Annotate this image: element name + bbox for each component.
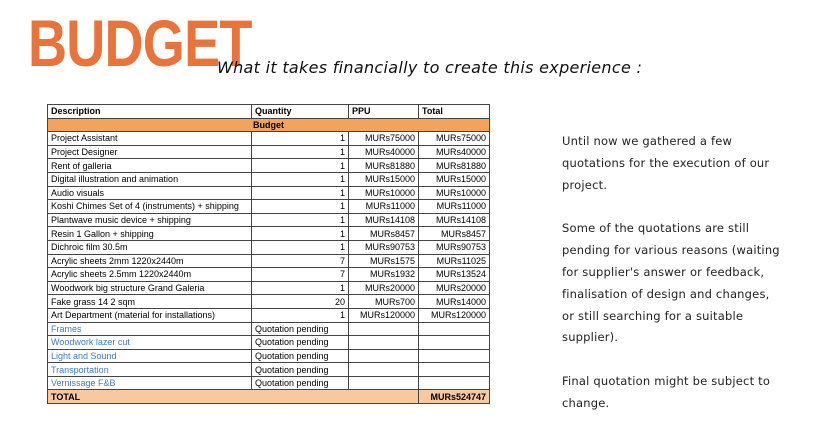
cell-empty (419, 376, 490, 390)
cell-description: Project Assistant (48, 132, 252, 146)
cell-total: MURs11000 (419, 200, 490, 214)
cell-description: Transportation (48, 363, 252, 377)
cell-ppu: MURs1575 (349, 254, 419, 268)
total-row (48, 390, 490, 404)
cell-quantity: 7 (252, 268, 349, 282)
cell-total: MURs14108 (419, 213, 490, 227)
cell-quantity: 1 (252, 308, 349, 322)
pending-row (48, 349, 490, 363)
table-row (48, 308, 490, 322)
budget-table (47, 104, 490, 404)
header-quantity: Quantity (252, 105, 349, 119)
cell-ppu: MURs8457 (349, 227, 419, 241)
table-row (48, 200, 490, 214)
cell-quantity: 20 (252, 295, 349, 309)
cell-empty (419, 363, 490, 377)
cell-description: Koshi Chimes Set of 4 (instruments) + shipping (48, 200, 252, 214)
cell-quantity: 1 (252, 132, 349, 146)
cell-description: Digital illustration and animation (48, 172, 252, 186)
cell-ppu: MURs20000 (349, 281, 419, 295)
header-total: Total (419, 105, 490, 119)
cell-total: MURs90753 (419, 240, 490, 254)
cell-empty (349, 349, 419, 363)
cell-quantity: 1 (252, 227, 349, 241)
total-value: MURs524747 (419, 390, 490, 404)
cell-total: MURs40000 (419, 145, 490, 159)
cell-total: MURs13524 (419, 268, 490, 282)
cell-description: Fake grass 14 2 sqm (48, 295, 252, 309)
cell-description: Frames (48, 322, 252, 336)
cell-total: MURs11025 (419, 254, 490, 268)
pending-row (48, 376, 490, 390)
cell-description: Art Department (material for installations) (48, 308, 252, 322)
table-header-row (48, 105, 490, 119)
cell-description: Rent of galleria (48, 159, 252, 173)
cell-ppu: MURs14108 (349, 213, 419, 227)
cell-description: Woodwork lazer cut (48, 336, 252, 350)
cell-description: Plantwave music device + shipping (48, 213, 252, 227)
header-description: Description (48, 105, 252, 119)
cell-total: MURs120000 (419, 308, 490, 322)
cell-description: Acrylic sheets 2.5mm 1220x2440m (48, 268, 252, 282)
cell-total: MURs14000 (419, 295, 490, 309)
cell-ppu: MURs700 (349, 295, 419, 309)
cell-ppu: MURs11000 (349, 200, 419, 214)
table-row (48, 295, 490, 309)
page-subtitle: What it takes financially to create this experience : (217, 58, 643, 77)
pending-row (48, 322, 490, 336)
cell-status: Quotation pending (252, 376, 349, 390)
table-row (48, 240, 490, 254)
note-paragraph: Some of the quotations are still pending for various reasons (waiting for supplier's answer or feedback, finalisation of design and changes, or still searching for a suitable supplier). (562, 221, 780, 345)
table-row (48, 159, 490, 173)
cell-quantity: 1 (252, 281, 349, 295)
cell-ppu: MURs120000 (349, 308, 419, 322)
cell-empty (349, 363, 419, 377)
cell-empty (349, 322, 419, 336)
header-ppu: PPU (349, 105, 419, 119)
cell-description: Project Designer (48, 145, 252, 159)
cell-total: MURs8457 (419, 227, 490, 241)
cell-total: MURs10000 (419, 186, 490, 200)
cell-empty (349, 376, 419, 390)
cell-empty (419, 322, 490, 336)
cell-ppu: MURs90753 (349, 240, 419, 254)
cell-quantity: 1 (252, 213, 349, 227)
cell-description: Vernissage F&B (48, 376, 252, 390)
pending-row (48, 363, 490, 377)
cell-quantity: 1 (252, 172, 349, 186)
cell-description: Acrylic sheets 2mm 1220x2440m (48, 254, 252, 268)
section-label: Budget (48, 118, 490, 132)
table-row (48, 132, 490, 146)
notes-panel (562, 131, 782, 437)
cell-ppu: MURs10000 (349, 186, 419, 200)
table-row (48, 186, 490, 200)
note-paragraph: Final quotation might be subject to change. (562, 374, 771, 410)
cell-empty (419, 336, 490, 350)
page-title: BUDGET (28, 6, 252, 80)
cell-quantity: 1 (252, 240, 349, 254)
total-label: TOTAL (48, 390, 419, 404)
cell-empty (349, 336, 419, 350)
section-row (48, 118, 490, 132)
cell-description: Dichroic film 30.5m (48, 240, 252, 254)
cell-quantity: 1 (252, 186, 349, 200)
cell-empty (419, 349, 490, 363)
table-row (48, 227, 490, 241)
table-row (48, 281, 490, 295)
table-row (48, 268, 490, 282)
cell-ppu: MURs75000 (349, 132, 419, 146)
cell-description: Light and Sound (48, 349, 252, 363)
cell-status: Quotation pending (252, 349, 349, 363)
cell-total: MURs20000 (419, 281, 490, 295)
cell-ppu: MURs15000 (349, 172, 419, 186)
cell-status: Quotation pending (252, 336, 349, 350)
cell-description: Resin 1 Gallon + shipping (48, 227, 252, 241)
table-row (48, 213, 490, 227)
cell-description: Audio visuals (48, 186, 252, 200)
cell-total: MURs75000 (419, 132, 490, 146)
cell-ppu: MURs40000 (349, 145, 419, 159)
table-row (48, 172, 490, 186)
cell-quantity: 1 (252, 145, 349, 159)
cell-quantity: 7 (252, 254, 349, 268)
pending-row (48, 336, 490, 350)
cell-quantity: 1 (252, 159, 349, 173)
cell-total: MURs15000 (419, 172, 490, 186)
cell-status: Quotation pending (252, 322, 349, 336)
cell-description: Woodwork big structure Grand Galeria (48, 281, 252, 295)
note-paragraph: Until now we gathered a few quotations for the execution of our project. (562, 134, 770, 192)
table-row (48, 254, 490, 268)
table-row (48, 145, 490, 159)
cell-total: MURs81880 (419, 159, 490, 173)
cell-status: Quotation pending (252, 363, 349, 377)
cell-ppu: MURs81880 (349, 159, 419, 173)
cell-ppu: MURs1932 (349, 268, 419, 282)
cell-quantity: 1 (252, 200, 349, 214)
